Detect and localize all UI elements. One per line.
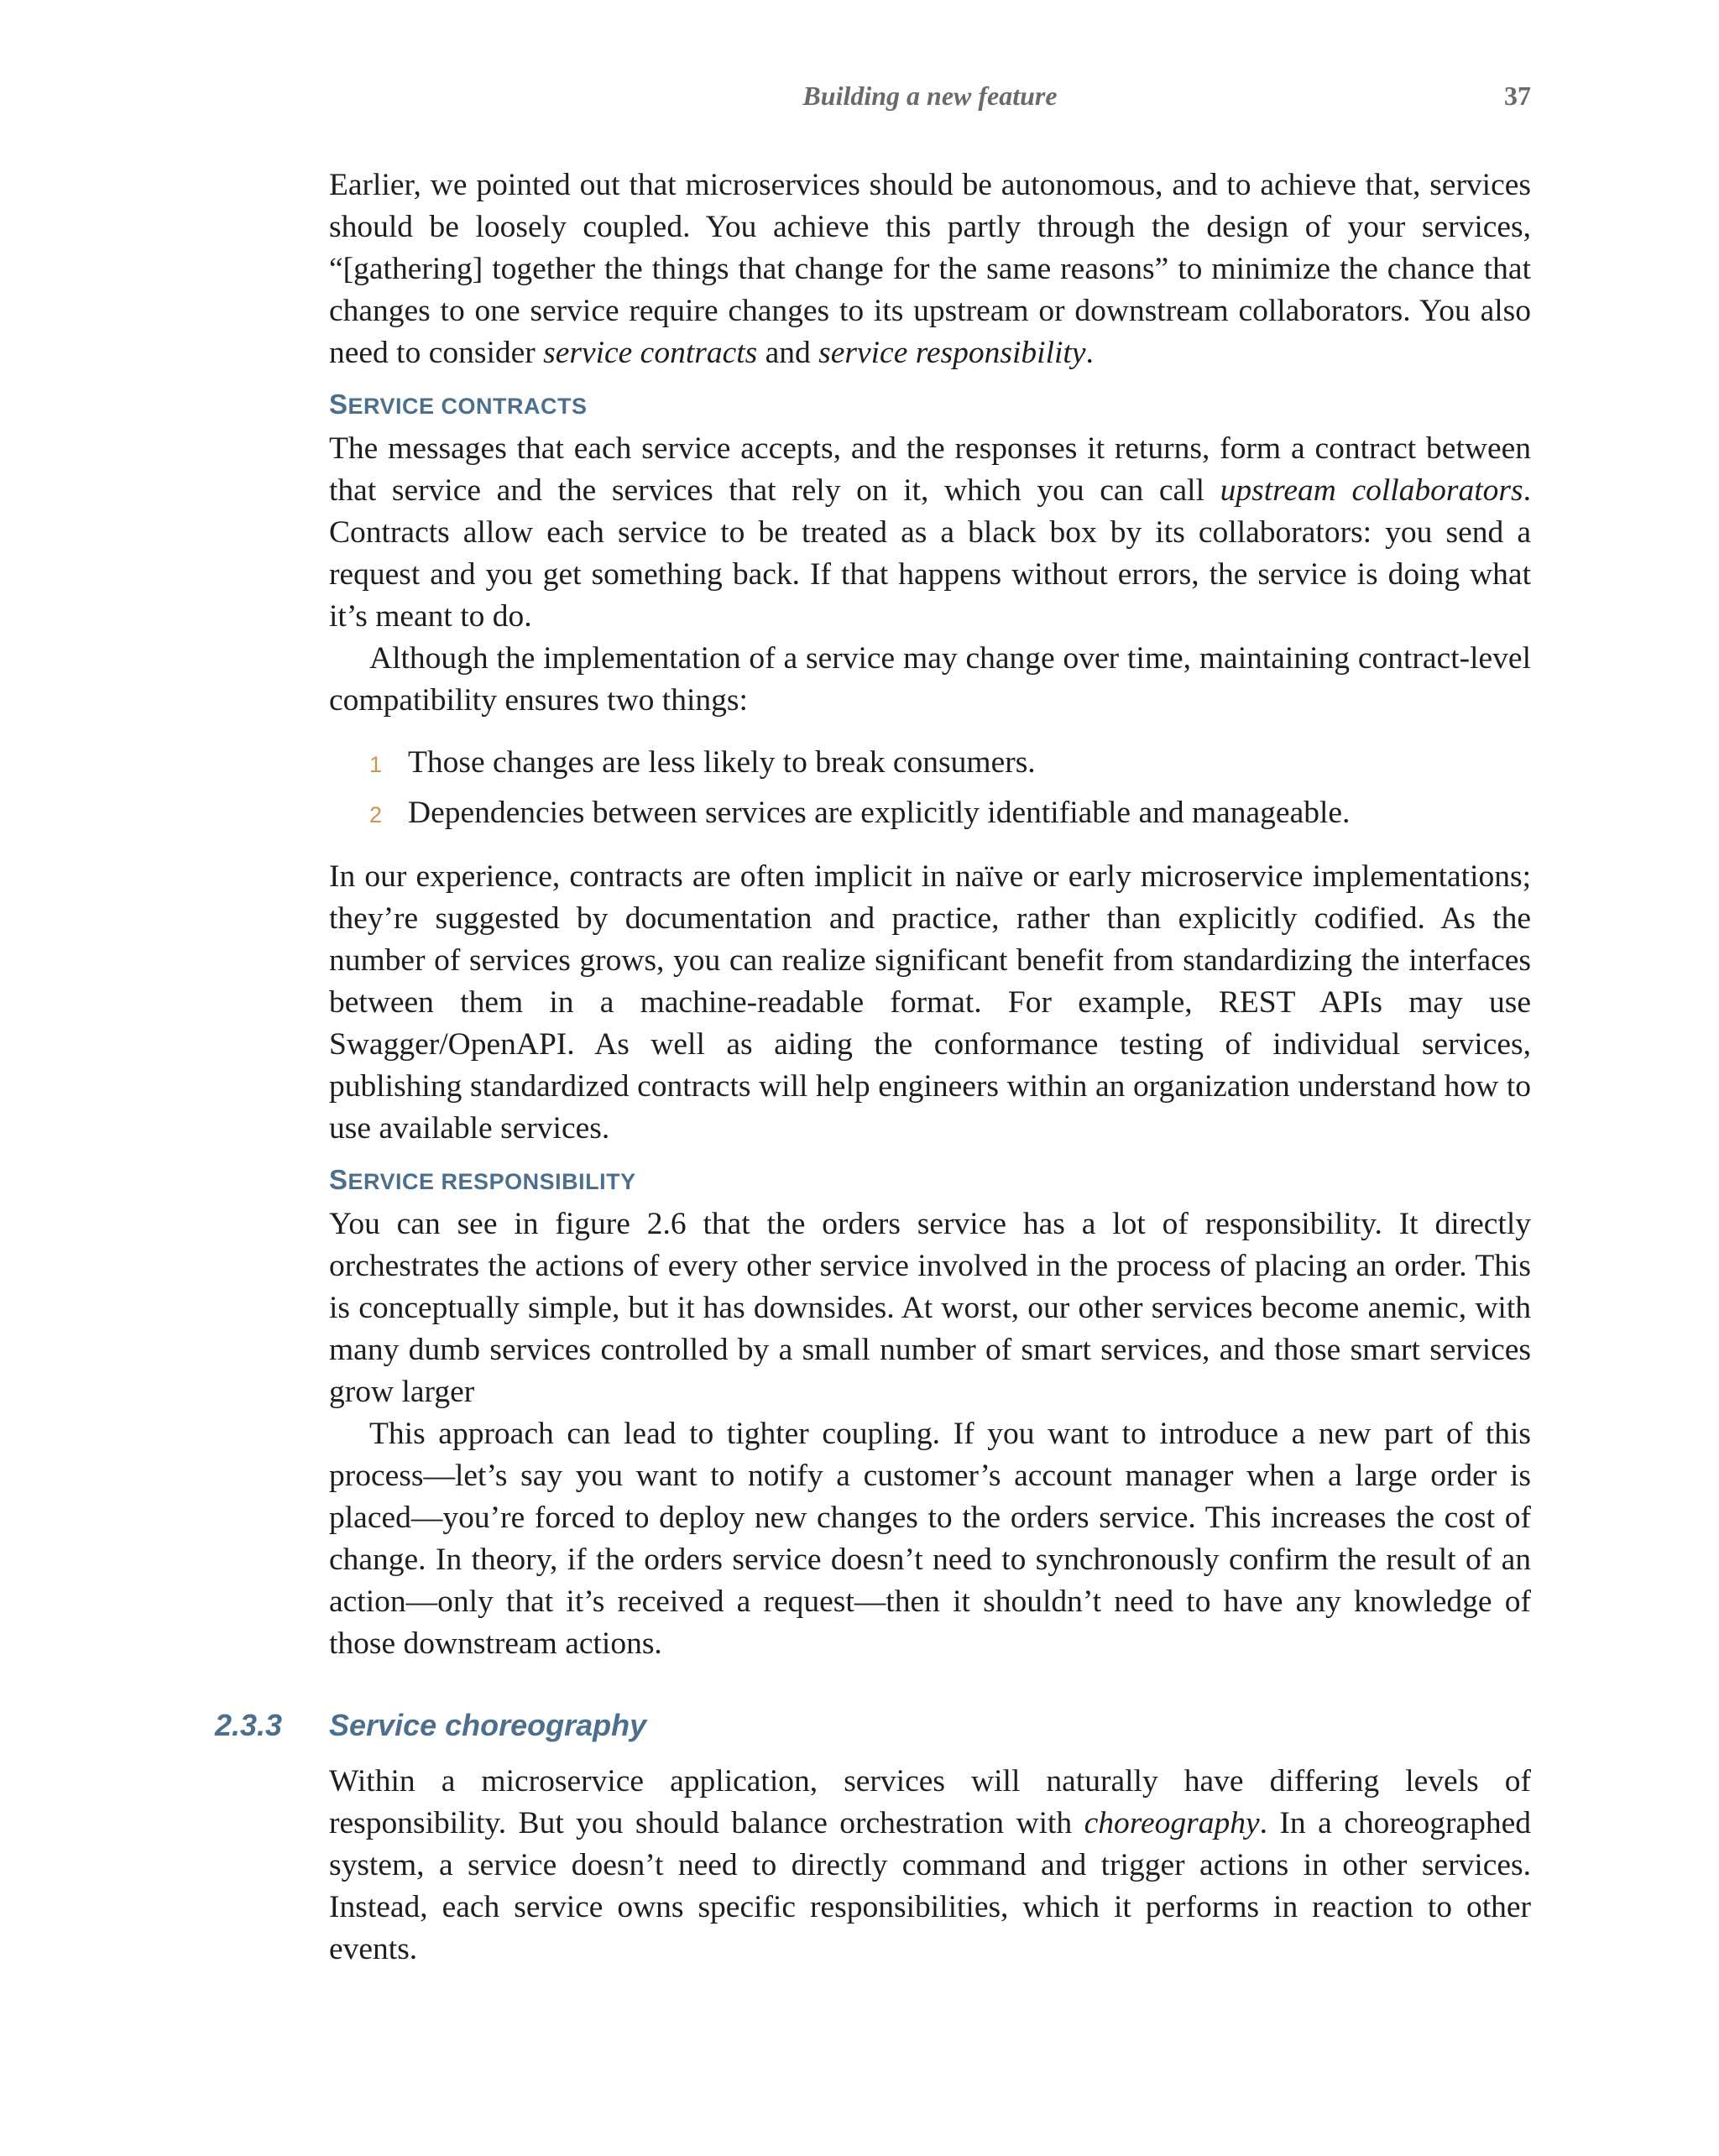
heading-rest: ERVICE CONTRACTS xyxy=(347,394,588,419)
page-number: 37 xyxy=(1504,81,1531,111)
choreography-p1-b: . In a choreographed system, a service doesn’t need to directly command and trigger actions in other services. Instead, each service owns specific responsibilities, which it performs in reaction to other events. xyxy=(329,1806,1531,1966)
numbered-list xyxy=(329,739,1531,839)
list-item xyxy=(369,739,1531,789)
term-service-responsibility: service responsibility xyxy=(818,336,1086,370)
heading-service-contracts xyxy=(329,388,1531,423)
intro-end: . xyxy=(1085,336,1094,370)
list-number: 2 xyxy=(369,802,383,827)
term-service-contracts: service contracts xyxy=(543,336,758,370)
choreography-paragraph xyxy=(329,1761,1531,1971)
contracts-paragraph-1 xyxy=(329,428,1531,638)
page-body xyxy=(215,164,1531,1971)
heading-initial: S xyxy=(329,1164,348,1195)
term-choreography: choreography xyxy=(1084,1806,1260,1840)
intro-paragraph xyxy=(329,164,1531,374)
section-number: 2.3.3 xyxy=(215,1708,283,1742)
responsibility-paragraph-1: You can see in figure 2.6 that the orders service has a lot of responsibility. It directly orchestrates the actions of every other service involved in the process of placing an order. This is conceptually simple, but it has downsides. At worst, our other services become anemic, with many dumb services controlled by a small number of smart services, and those smart services grow larger xyxy=(329,1207,1531,1409)
running-head xyxy=(329,81,1531,119)
term-upstream-collaborators: upstream collaborators xyxy=(1220,473,1523,508)
list-number: 1 xyxy=(369,752,383,777)
contracts-p1-a: The messages that each service accepts, and the responses it returns, form a contract between that service and the services that rely on it, which you can call xyxy=(329,431,1531,508)
choreography-p1-a: Within a microservice application, services will naturally have differing levels of responsibility. But you should balance orchestration with xyxy=(329,1764,1531,1840)
heading-initial: S xyxy=(329,389,348,420)
intro-and: and xyxy=(757,336,819,370)
responsibility-paragraph-2: This approach can lead to tighter coupling. If you want to introduce a new part of this process—let’s say you want to notify a customer’s account manager when a large order is placed—you’re forced to deploy new changes to the orders service. This increases the cost of change. In theory, if the orders service doesn’t need to synchronously confirm the result of an action—only that it’s received a request—then it shouldn’t need to have any knowledge of those downstream actions. xyxy=(329,1417,1531,1661)
contracts-p1-b: . Contracts allow each service to be treated as a black box by its collaborators: you send a request and you get something back. If that happens without errors, the service is doing what it’s meant to do. xyxy=(329,473,1531,634)
contracts-paragraph-2: Although the implementation of a service may change over time, maintaining contract-level compatibility ensures two things: xyxy=(329,641,1531,718)
list-item xyxy=(369,789,1531,839)
section-title: Service choreography xyxy=(329,1708,647,1742)
list-item-text: Dependencies between services are explicitly identifiable and manageable. xyxy=(408,796,1351,830)
intro-text: Earlier, we pointed out that microservices should be autonomous, and to achieve that, services should be loosely coupled. You achieve this partly through the design of your services, “[gathering] together the things that change for the same reasons” to minimize the chance that changes to one service require changes to its upstream or downstream collaborators. You also need to consider xyxy=(329,168,1531,370)
running-head-title: Building a new feature xyxy=(802,81,1058,111)
heading-rest: ERVICE RESPONSIBILITY xyxy=(347,1169,636,1194)
contracts-paragraph-3: In our experience, contracts are often implicit in naïve or early microservice implementations; they’re suggested by documentation and practice, rather than explicitly codified. As the number of services grows, you can realize significant benefit from standardizing the interfaces between them in a machine-readable format. For example, REST APIs may use Swagger/OpenAPI. As well as aiding the conformance testing of individual services, publishing standardized contracts will help engineers within an organization understand how to use available services. xyxy=(329,859,1531,1146)
list-item-text: Those changes are less likely to break consumers. xyxy=(408,745,1036,780)
heading-service-responsibility xyxy=(329,1163,1531,1198)
section-heading-2-3-3 xyxy=(215,1702,1531,1749)
